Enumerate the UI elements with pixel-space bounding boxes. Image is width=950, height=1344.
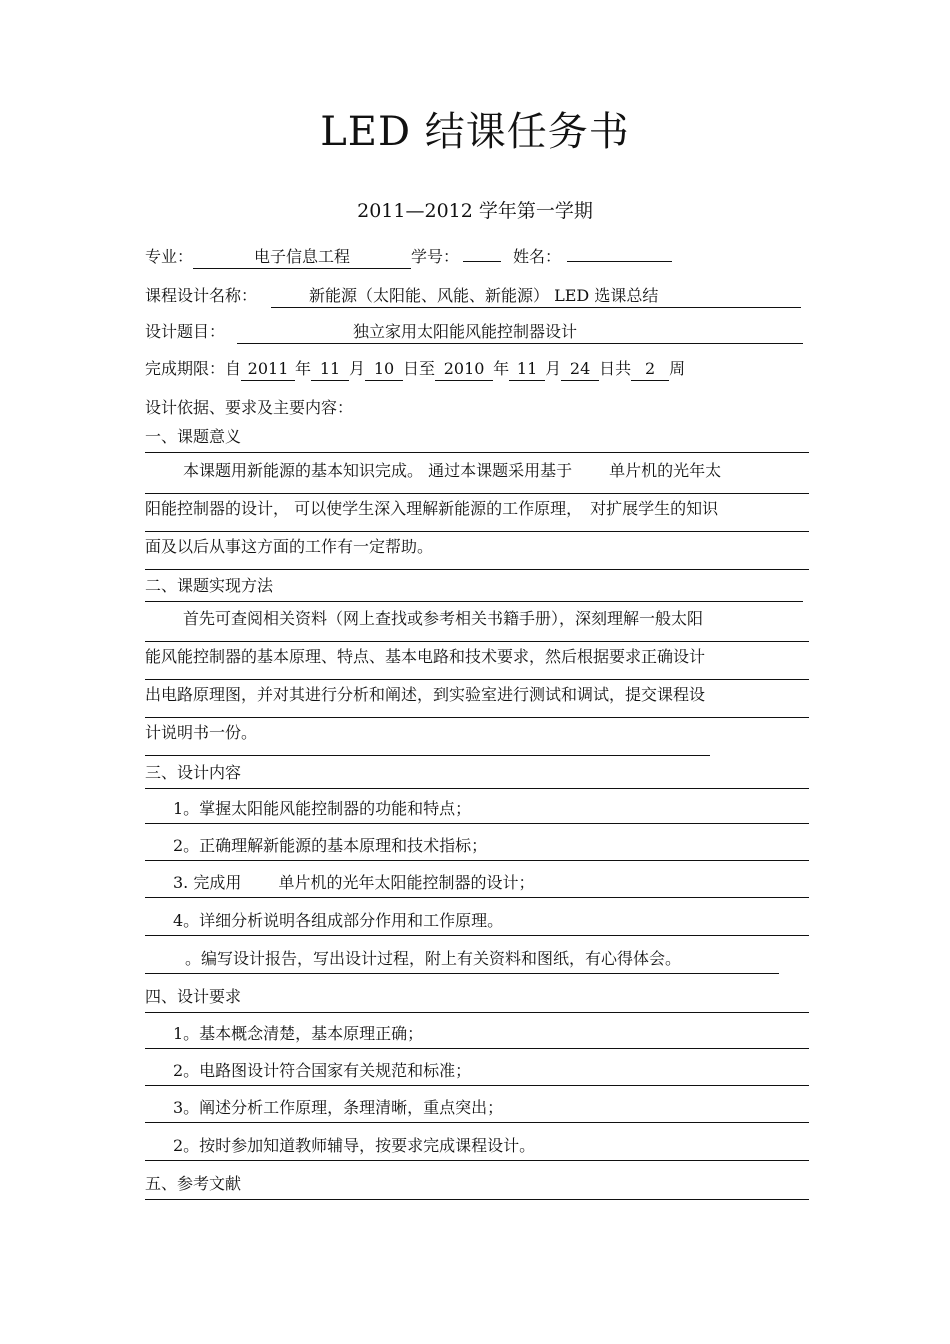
- course-label: 课程设计名称：: [145, 286, 258, 305]
- topic-label: 设计题目：: [145, 322, 226, 341]
- section-2-line: 出电路原理图，并对其进行分析和阐述，到实验室进行测试和调试，提交课程设: [145, 680, 809, 718]
- major-label: 专业：: [145, 247, 194, 266]
- basis-label: 设计依据、要求及主要内容：: [145, 398, 354, 417]
- section-2-line: 能风能控制器的基本原理、特点、基本电路和技术要求，然后根据要求正确设计: [145, 642, 809, 680]
- section-1-paragraph: [145, 456, 809, 570]
- section-1-title: [145, 425, 809, 453]
- section-1-line: 本课题用新能源的基本知识完成。 通过本课题采用基于 单片机的光年太: [145, 456, 809, 494]
- section-4-title: [145, 985, 809, 1013]
- student-id-field: [463, 261, 501, 262]
- course-field: [271, 285, 801, 308]
- year-char: 年: [295, 359, 312, 378]
- section-3-title-text: 三、设计内容: [145, 763, 242, 782]
- section-2-title: [145, 574, 803, 602]
- info-row-course: [145, 284, 801, 308]
- section-4-title-text: 四、设计要求: [145, 987, 242, 1006]
- name-label: 姓名：: [513, 247, 562, 266]
- student-id-label: 学号：: [411, 247, 460, 266]
- section-2-title-text: 二、课题实现方法: [145, 576, 274, 595]
- section-5-title: [145, 1172, 809, 1200]
- start-day: 10: [365, 358, 403, 381]
- section-4-item: 2。按时参加知道教师辅导，按要求完成课程设计。: [145, 1134, 809, 1161]
- section-3-item: 2。正确理解新能源的基本原理和技术指标；: [145, 834, 809, 861]
- section-3-title: [145, 761, 809, 789]
- topic-field: [237, 321, 803, 344]
- document-title: LED 结课任务书: [320, 109, 630, 155]
- month-char-2: 月: [545, 359, 562, 378]
- section-2-line: 计说明书一份。: [145, 718, 710, 756]
- year-char-2: 年: [493, 359, 510, 378]
- section-4-item: 1。基本概念清楚，基本原理正确；: [145, 1022, 809, 1049]
- section-3-item: 3. 完成用 单片机的光年太阳能控制器的设计；: [145, 871, 809, 898]
- major-field: 电子信息工程: [193, 246, 411, 269]
- info-row-topic: [145, 320, 803, 344]
- weeks-value: 2: [631, 358, 669, 381]
- section-3-item: 4。详细分析说明各组成部分作用和工作原理。: [145, 909, 809, 936]
- name-field: [567, 261, 672, 262]
- section-2-line: 首先可查阅相关资料（网上查找或参考相关书籍手册），深刻理解一般太阳: [145, 604, 809, 642]
- start-year: 2011: [241, 358, 295, 381]
- section-2-paragraph: [145, 604, 809, 756]
- info-row-major: [145, 245, 672, 269]
- academic-term: 2011—2012 学年第一学期: [357, 200, 593, 222]
- start-month: 11: [311, 358, 349, 381]
- info-row-period: [145, 357, 685, 381]
- section-3-item: 。编写设计报告，写出设计过程，附上有关资料和图纸，有心得体会。: [145, 947, 779, 974]
- day-total: 日共: [599, 359, 632, 378]
- end-year: 2010: [435, 358, 493, 381]
- section-4-item: 3。阐述分析工作原理，条理清晰，重点突出；: [145, 1096, 809, 1123]
- day-to: 日至: [403, 359, 436, 378]
- section-1-title-text: 一、课题意义: [145, 427, 242, 446]
- course-value: 新能源（太阳能、风能、新能源） LED 选课总结: [309, 286, 659, 305]
- period-label: 完成期限：自: [145, 359, 242, 378]
- section-4-item: 2。电路图设计符合国家有关规范和标准；: [145, 1059, 809, 1086]
- section-3-item: 1。掌握太阳能风能控制器的功能和特点；: [145, 797, 809, 824]
- section-1-line: 面及以后从事这方面的工作有一定帮助。: [145, 532, 809, 570]
- topic-value: 独立家用太阳能风能控制器设计: [353, 322, 578, 341]
- section-1-line: 阳能控制器的设计， 可以使学生深入理解新能源的工作原理， 对扩展学生的知识: [145, 494, 809, 532]
- month-char: 月: [349, 359, 366, 378]
- section-5-title-text: 五、参考文献: [145, 1174, 242, 1193]
- end-day: 24: [561, 358, 599, 381]
- end-month: 11: [509, 358, 545, 381]
- week-char: 周: [669, 359, 686, 378]
